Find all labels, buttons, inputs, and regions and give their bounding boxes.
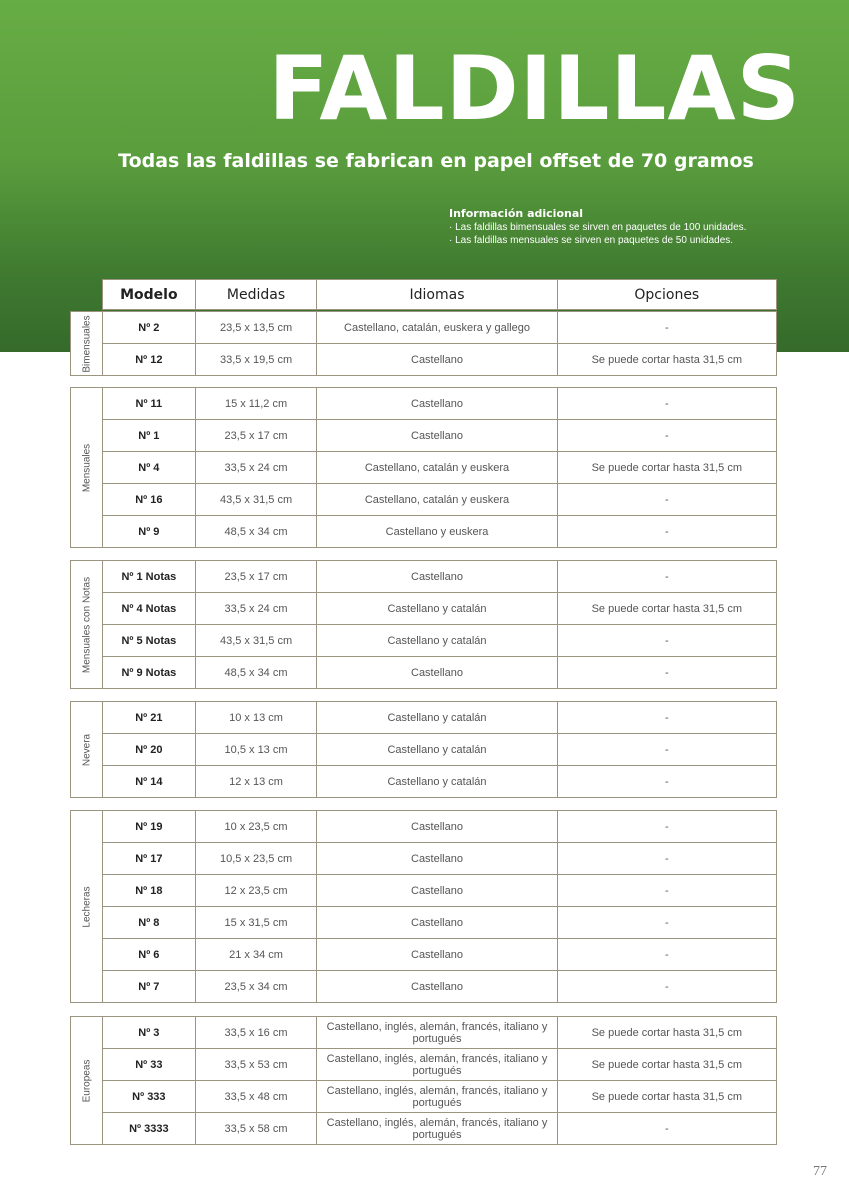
languages-cell: Castellano y catalán <box>316 593 556 624</box>
options-cell: - <box>557 420 776 451</box>
table-row <box>103 624 776 656</box>
languages-cell: Castellano <box>316 811 556 842</box>
group-label-text: Nevera <box>81 733 92 766</box>
size-cell: 33,5 x 53 cm <box>195 1049 317 1080</box>
model-cell: Nº 4 Notas <box>121 602 177 615</box>
group-label-text: Lecheras <box>81 885 92 928</box>
model-cell: Nº 20 <box>135 743 163 756</box>
options-cell: Se puede cortar hasta 31,5 cm <box>557 344 776 375</box>
additional-info-heading: Información adicional <box>449 207 584 220</box>
model-cell: Nº 17 <box>135 852 163 865</box>
model-cell: Nº 1 <box>138 429 160 442</box>
group-label-text: Mensuales con Notas <box>81 576 92 673</box>
group-label-text: Bimensuales <box>81 314 92 373</box>
table-row <box>103 483 776 515</box>
table-group <box>70 311 777 376</box>
languages-cell: Castellano <box>316 875 556 906</box>
size-cell: 15 x 11,2 cm <box>195 388 317 419</box>
model-cell: Nº 21 <box>135 711 163 724</box>
table-row <box>103 1080 776 1112</box>
languages-cell: Castellano, catalán y euskera <box>316 452 556 483</box>
column-header-opciones: Opciones <box>557 280 776 309</box>
group-label-text: Mensuales <box>81 443 92 492</box>
table-row <box>103 1112 776 1144</box>
page-subtitle: Todas las faldillas se fabrican en papel offset de 70 gramos <box>118 150 754 172</box>
table-row <box>103 906 776 938</box>
languages-cell: Castellano <box>316 388 556 419</box>
table-header <box>102 279 777 310</box>
group-label <box>70 560 102 689</box>
size-cell: 33,5 x 16 cm <box>195 1017 317 1048</box>
model-cell: Nº 33 <box>135 1058 163 1071</box>
table-row <box>103 343 776 375</box>
size-cell: 33,5 x 48 cm <box>195 1081 317 1112</box>
group-label <box>70 387 102 548</box>
options-cell: Se puede cortar hasta 31,5 cm <box>557 1049 776 1080</box>
languages-cell: Castellano <box>316 843 556 874</box>
table-group <box>70 701 777 798</box>
languages-cell: Castellano, catalán y euskera <box>316 484 556 515</box>
languages-cell: Castellano <box>316 907 556 938</box>
options-cell: - <box>557 388 776 419</box>
table-row <box>103 970 776 1002</box>
size-cell: 23,5 x 17 cm <box>195 561 317 592</box>
model-cell: Nº 9 <box>138 525 160 538</box>
size-cell: 43,5 x 31,5 cm <box>195 484 317 515</box>
group-label <box>70 1016 102 1145</box>
model-cell: Nº 1 Notas <box>121 570 177 583</box>
group-rows <box>102 810 777 1003</box>
options-cell: - <box>557 907 776 938</box>
group-label <box>70 810 102 1003</box>
languages-cell: Castellano, inglés, alemán, francés, italiano y portugués <box>316 1049 556 1080</box>
languages-cell: Castellano, catalán, euskera y gallego <box>316 312 556 343</box>
column-header-modelo: Modelo <box>120 286 178 303</box>
model-cell: Nº 8 <box>138 916 160 929</box>
table-row <box>103 938 776 970</box>
size-cell: 43,5 x 31,5 cm <box>195 625 317 656</box>
group-rows <box>102 701 777 798</box>
size-cell: 15 x 31,5 cm <box>195 907 317 938</box>
table-row <box>103 874 776 906</box>
languages-cell: Castellano y euskera <box>316 516 556 547</box>
table-row <box>103 592 776 624</box>
model-cell: Nº 9 Notas <box>121 666 177 679</box>
size-cell: 10,5 x 23,5 cm <box>195 843 317 874</box>
size-cell: 23,5 x 13,5 cm <box>195 312 317 343</box>
size-cell: 33,5 x 58 cm <box>195 1113 317 1144</box>
table-group <box>70 810 777 1003</box>
options-cell: - <box>557 843 776 874</box>
table-row <box>103 1048 776 1080</box>
table-group <box>70 560 777 689</box>
group-label-text: Europeas <box>81 1059 92 1102</box>
size-cell: 10 x 13 cm <box>195 702 317 733</box>
model-cell: Nº 19 <box>135 820 163 833</box>
size-cell: 48,5 x 34 cm <box>195 516 317 547</box>
table-row <box>103 842 776 874</box>
size-cell: 21 x 34 cm <box>195 939 317 970</box>
languages-cell: Castellano, inglés, alemán, francés, italiano y portugués <box>316 1081 556 1112</box>
column-header-medidas: Medidas <box>195 280 317 309</box>
model-cell: Nº 16 <box>135 493 163 506</box>
group-label <box>70 701 102 798</box>
options-cell: Se puede cortar hasta 31,5 cm <box>557 452 776 483</box>
table-row <box>103 312 776 343</box>
table-row <box>103 733 776 765</box>
languages-cell: Castellano y catalán <box>316 766 556 797</box>
options-cell: - <box>557 625 776 656</box>
model-cell: Nº 333 <box>132 1090 166 1103</box>
options-cell: - <box>557 875 776 906</box>
additional-info-line: · Las faldillas bimensuales se sirven en paquetes de 100 unidades. <box>449 222 747 233</box>
table-group <box>70 387 777 548</box>
options-cell: - <box>557 1113 776 1144</box>
options-cell: - <box>557 971 776 1002</box>
table-row <box>103 388 776 419</box>
options-cell: - <box>557 484 776 515</box>
group-label <box>70 311 102 376</box>
languages-cell: Castellano <box>316 344 556 375</box>
group-rows <box>102 311 777 376</box>
model-cell: Nº 14 <box>135 775 163 788</box>
size-cell: 10 x 23,5 cm <box>195 811 317 842</box>
model-cell: Nº 7 <box>138 980 160 993</box>
table-row <box>103 561 776 592</box>
languages-cell: Castellano, inglés, alemán, francés, italiano y portugués <box>316 1017 556 1048</box>
table-row <box>103 1017 776 1048</box>
model-cell: Nº 6 <box>138 948 160 961</box>
options-cell: - <box>557 811 776 842</box>
table-row <box>103 811 776 842</box>
options-cell: - <box>557 734 776 765</box>
size-cell: 10,5 x 13 cm <box>195 734 317 765</box>
options-cell: Se puede cortar hasta 31,5 cm <box>557 1081 776 1112</box>
size-cell: 12 x 13 cm <box>195 766 317 797</box>
model-cell: Nº 5 Notas <box>121 634 177 647</box>
page-title: FALDILLAS <box>268 37 801 140</box>
languages-cell: Castellano y catalán <box>316 625 556 656</box>
size-cell: 33,5 x 24 cm <box>195 593 317 624</box>
table-row <box>103 765 776 797</box>
model-cell: Nº 4 <box>138 461 160 474</box>
size-cell: 48,5 x 34 cm <box>195 657 317 688</box>
languages-cell: Castellano <box>316 971 556 1002</box>
additional-info-line: · Las faldillas mensuales se sirven en paquetes de 50 unidades. <box>449 235 734 246</box>
group-rows <box>102 1016 777 1145</box>
table-row <box>103 656 776 688</box>
languages-cell: Castellano <box>316 657 556 688</box>
size-cell: 23,5 x 34 cm <box>195 971 317 1002</box>
options-cell: - <box>557 766 776 797</box>
page-number: 77 <box>813 1164 827 1179</box>
model-cell: Nº 3 <box>138 1026 160 1039</box>
size-cell: 33,5 x 19,5 cm <box>195 344 317 375</box>
options-cell: - <box>557 561 776 592</box>
languages-cell: Castellano y catalán <box>316 734 556 765</box>
model-cell: Nº 12 <box>135 353 163 366</box>
languages-cell: Castellano <box>316 939 556 970</box>
table-row <box>103 451 776 483</box>
options-cell: - <box>557 657 776 688</box>
options-cell: - <box>557 939 776 970</box>
languages-cell: Castellano <box>316 561 556 592</box>
size-cell: 23,5 x 17 cm <box>195 420 317 451</box>
model-cell: Nº 11 <box>135 397 163 410</box>
options-cell: Se puede cortar hasta 31,5 cm <box>557 593 776 624</box>
languages-cell: Castellano, inglés, alemán, francés, italiano y portugués <box>316 1113 556 1144</box>
table-row <box>103 702 776 733</box>
languages-cell: Castellano <box>316 420 556 451</box>
size-cell: 12 x 23,5 cm <box>195 875 317 906</box>
column-header-idiomas: Idiomas <box>316 280 556 309</box>
languages-cell: Castellano y catalán <box>316 702 556 733</box>
options-cell: - <box>557 312 776 343</box>
table-row <box>103 419 776 451</box>
group-rows <box>102 560 777 689</box>
options-cell: - <box>557 516 776 547</box>
options-cell: Se puede cortar hasta 31,5 cm <box>557 1017 776 1048</box>
options-cell: - <box>557 702 776 733</box>
group-rows <box>102 387 777 548</box>
table-row <box>103 515 776 547</box>
size-cell: 33,5 x 24 cm <box>195 452 317 483</box>
model-cell: Nº 3333 <box>129 1122 169 1135</box>
additional-info <box>449 206 746 247</box>
table-group <box>70 1016 777 1145</box>
model-cell: Nº 2 <box>138 321 160 334</box>
model-cell: Nº 18 <box>135 884 163 897</box>
